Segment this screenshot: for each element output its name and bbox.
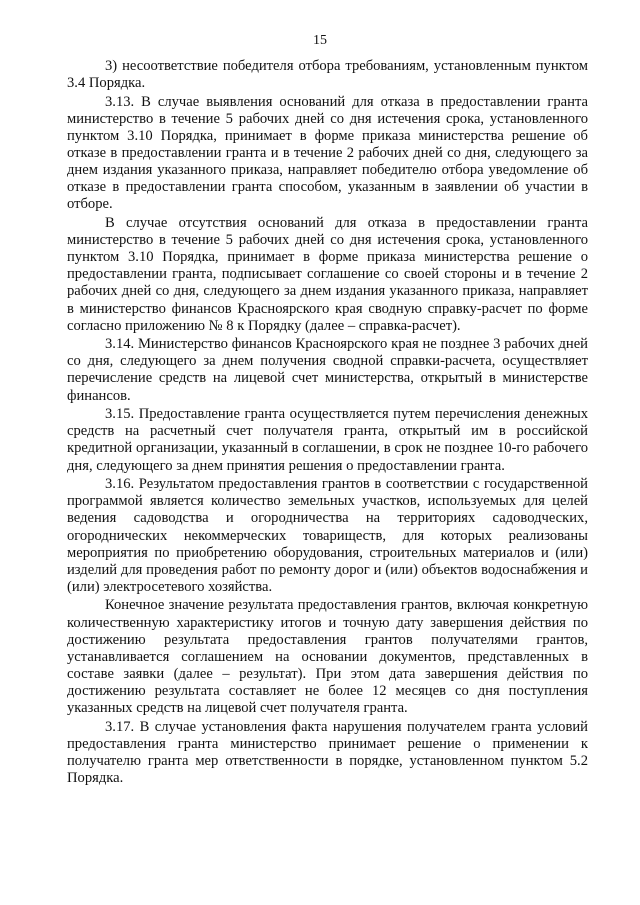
document-body — [67, 58, 588, 789]
page-number: 15 — [313, 33, 327, 48]
paragraph-3-item-3: 3) несоответствие победителя отбора требованиям, установленным пунктом 3.4 Порядка. — [67, 58, 588, 92]
paragraph-3-13-continued: В случае отсутствия оснований для отказа в предоставлении гранта министерство в течение 5 рабочих дней со дня истечения срока, установленного пунктом 3.10 Порядка, принимает в форме приказа министерства решение о предоставлении гранта, подписывает соглашение со своей стороны и в течение 2 рабочих дней со дня, следующего за днем издания указанного приказа, направляет в министерство финансов Красноярского края сводную справку-расчет по форме согласно приложению № 8 к Порядку (далее – справка-расчет). — [67, 215, 588, 334]
paragraph-3-16-result: Конечное значение результата предоставления грантов, включая конкретную количественную характеристику итогов и точную дату завершения действия по достижению результата предоставления грантов получателями грантов, устанавливается соглашением на основании документов, представленных в составе заявки (далее – результат). При этом дата завершения действия по достижению результата составляет не более 12 месяцев со дня поступления указанных средств на лицевой счет получателя гранта. — [67, 597, 588, 717]
paragraph-3-15: 3.15. Предоставление гранта осуществляется путем перечисления денежных средств на расчетный счет получателя гранта, открытый им в российской кредитной организации, указанный в соглашении, в срок не позднее 10-го рабочего дня, следующего за днем принятия решения о предоставлении гранта. — [67, 406, 588, 474]
paragraph-3-17: 3.17. В случае установления факта нарушения получателем гранта условий предоставления гранта министерство принимает решение о применении к получателю гранта мер ответственности в порядке, установленном пунктом 5.2 Порядка. — [67, 718, 588, 786]
paragraph-3-13: 3.13. В случае выявления оснований для отказа в предоставлении гранта министерство в течение 5 рабочих дней со дня истечения срока, установленного пунктом 3.10 Порядка, принимает в форме приказа министерства решение об отказе в предоставлении гранта и в течение 2 рабочих дней со дня, следующего за днем издания указанного приказа, направляет победителю отбора уведомление об отказе в предоставлении гранта способом, указанным в заявлении об участии в отборе. — [67, 93, 588, 213]
paragraph-3-16: 3.16. Результатом предоставления грантов в соответствии с государственной программой является количество земельных участков, используемых для целей ведения садоводства и огородничества на территориях садоводческих, огороднических некоммерческих товариществ, для которых реализованы мероприятия по приобретению оборудования, строительных материалов и (или) изделий для проведения работ по ремонту дорог и (или) объектов водоснабжения и (или) электросетевого хозяйства. — [67, 476, 588, 595]
paragraph-3-14: 3.14. Министерство финансов Красноярского края не позднее 3 рабочих дней со дня, следующего за днем получения сводной справки-расчета, осуществляет перечисление средств на лицевой счет министерства, открытый в министерстве финансов. — [67, 336, 588, 404]
